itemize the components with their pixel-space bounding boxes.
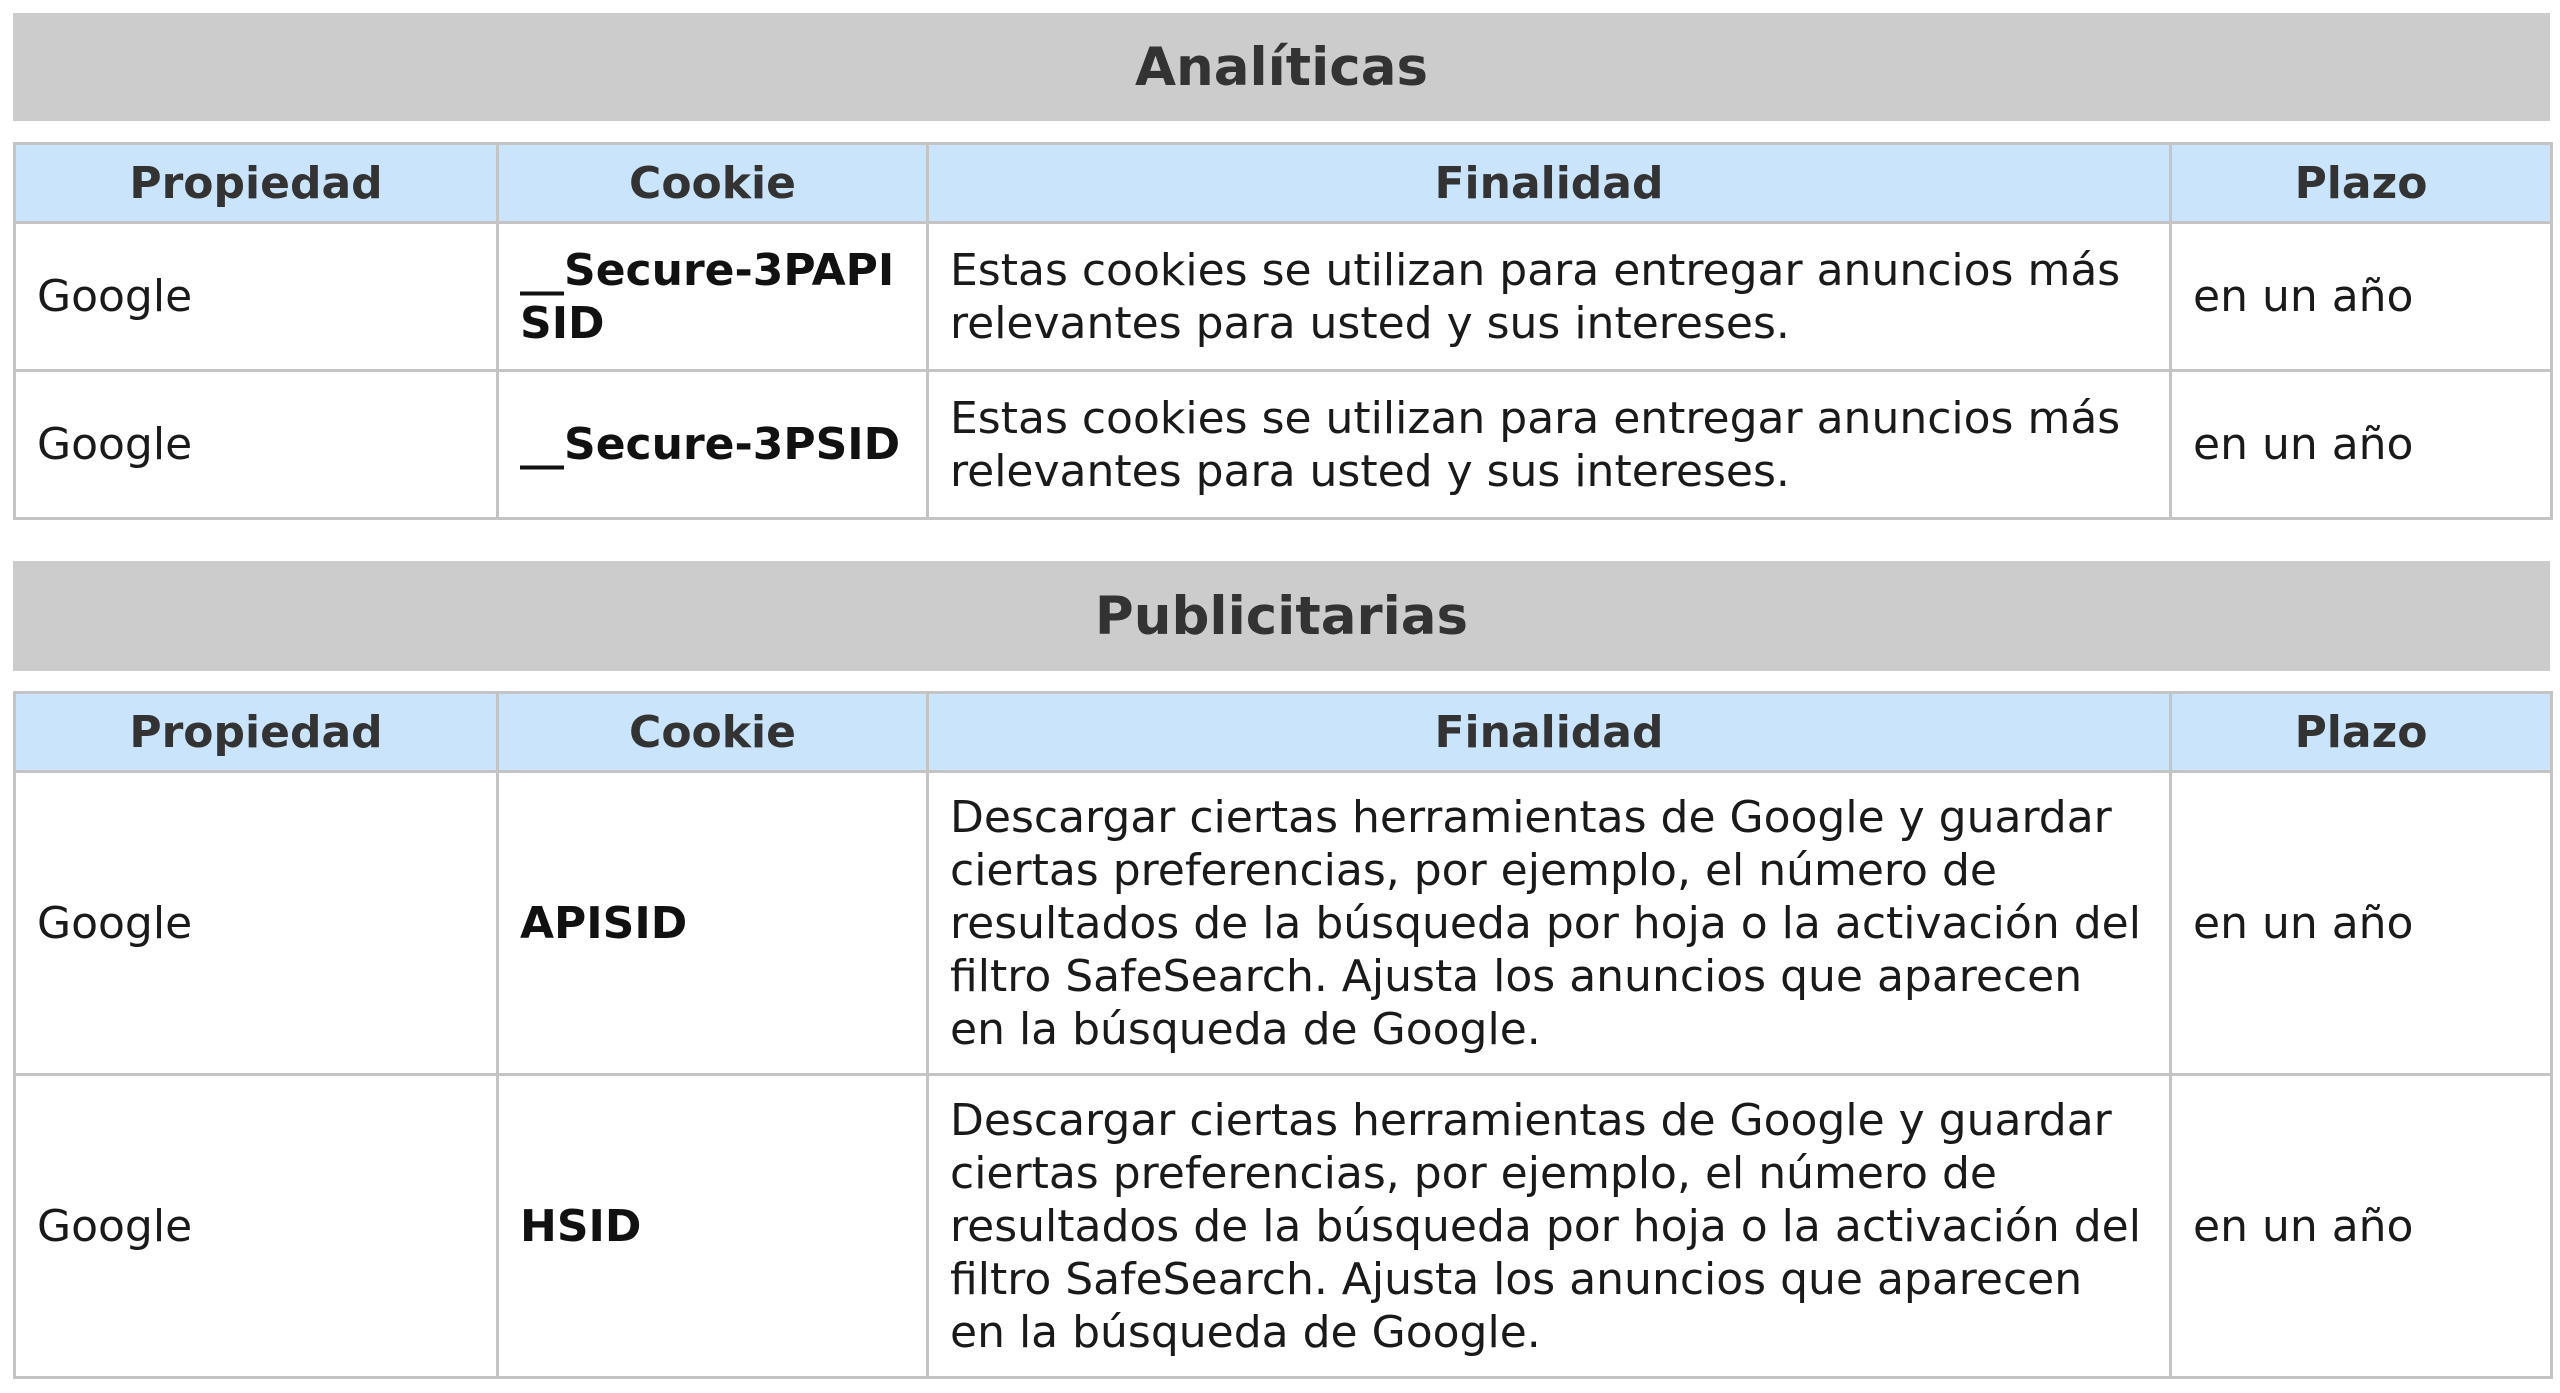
column-header-cookie: Cookie — [498, 144, 928, 223]
section-title-publicitarias: Publicitarias — [13, 561, 2550, 671]
purpose-cell: Estas cookies se utilizan para entregar anuncios más relevantes para usted y sus intereses. — [928, 371, 2171, 519]
analytics-cookie-table — [13, 142, 2553, 520]
table-row — [15, 371, 2552, 519]
column-header-property: Propiedad — [15, 693, 498, 772]
column-header-term: Plazo — [2171, 144, 2552, 223]
cookie-name-cell: __Secure-3PSID — [498, 371, 928, 519]
property-cell: Google — [15, 1075, 498, 1378]
term-cell: en un año — [2171, 1075, 2552, 1378]
table-row — [15, 1075, 2552, 1378]
column-header-term: Plazo — [2171, 693, 2552, 772]
property-cell: Google — [15, 772, 498, 1075]
table-row — [15, 772, 2552, 1075]
table-header-row — [15, 693, 2552, 772]
purpose-cell: Descargar ciertas herramientas de Google y guardar ciertas preferencias, por ejemplo, el número de resultados de la búsqueda por hoja o la activación del filtro SafeSearch. Ajusta los anuncios que aparecen en la búsqueda de Google. — [928, 772, 2171, 1075]
property-cell: Google — [15, 371, 498, 519]
column-header-purpose: Finalidad — [928, 144, 2171, 223]
table-row — [15, 223, 2552, 371]
column-header-purpose: Finalidad — [928, 693, 2171, 772]
purpose-cell: Descargar ciertas herramientas de Google y guardar ciertas preferencias, por ejemplo, el número de resultados de la búsqueda por hoja o la activación del filtro SafeSearch. Ajusta los anuncios que aparecen en la búsqueda de Google. — [928, 1075, 2171, 1378]
cookie-name-cell: APISID — [498, 772, 928, 1075]
property-cell: Google — [15, 223, 498, 371]
term-cell: en un año — [2171, 371, 2552, 519]
column-header-property: Propiedad — [15, 144, 498, 223]
table-header-row — [15, 144, 2552, 223]
term-cell: en un año — [2171, 772, 2552, 1075]
column-header-cookie: Cookie — [498, 693, 928, 772]
purpose-cell: Estas cookies se utilizan para entregar anuncios más relevantes para usted y sus intereses. — [928, 223, 2171, 371]
section-title-analiticas: Analíticas — [13, 13, 2550, 121]
cookie-name-cell: HSID — [498, 1075, 928, 1378]
advertising-cookie-table — [13, 691, 2553, 1379]
cookie-name-cell: __Secure-3PAPISID — [498, 223, 928, 371]
term-cell: en un año — [2171, 223, 2552, 371]
